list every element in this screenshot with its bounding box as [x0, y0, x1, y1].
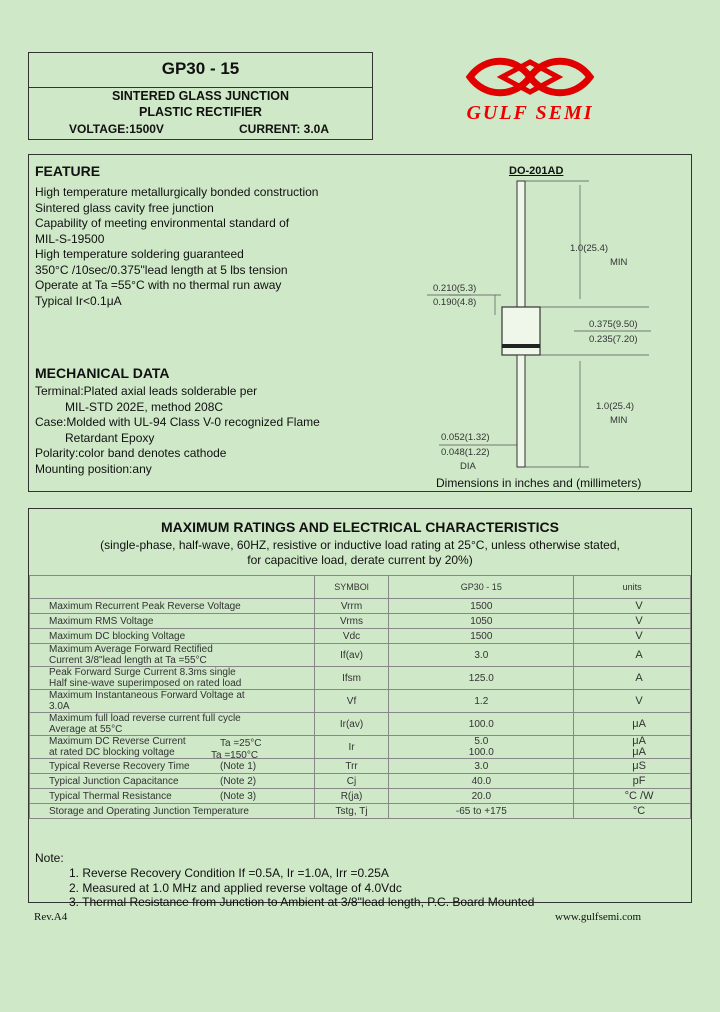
unit: V — [574, 690, 691, 713]
ratings-table — [29, 575, 691, 819]
note-ref: (Note 3) — [220, 790, 257, 802]
current-rating: CURRENT: 3.0A — [239, 122, 330, 136]
param-line-2: Current 3/8"lead length at Ta =55°C — [49, 655, 207, 666]
unit: V — [574, 614, 691, 629]
feature-line: MIL-S-19500 — [35, 231, 105, 246]
symbol: Vdc — [314, 629, 389, 644]
package-name: DO-201AD — [509, 165, 564, 177]
value: 3.0 — [389, 644, 574, 667]
lead-top-min: MIN — [610, 257, 628, 268]
param — [30, 736, 315, 759]
lead-top-length: 1.0(25.4) — [570, 243, 609, 254]
symbol: Vrms — [314, 614, 389, 629]
symbol: Ifsm — [314, 667, 389, 690]
unit: pF — [574, 774, 691, 789]
note-item: 3. Thermal Resistance from Junction to Ambient at 3/8"lead length, P.C. Board Mounted — [69, 895, 535, 909]
value-25c: 5.0 — [474, 736, 489, 747]
voltage-rating: VOLTAGE:1500V — [69, 122, 164, 136]
feature-title: FEATURE — [35, 163, 101, 179]
part-number: GP30 - 15 — [161, 59, 240, 78]
website-link[interactable]: www.gulfsemi.com — [555, 911, 642, 923]
symbol: Vf — [314, 690, 389, 713]
table-row — [30, 667, 691, 690]
param-line-1: Maximum Average Forward Rectified — [49, 644, 213, 655]
unit: A — [574, 644, 691, 667]
mechanical-line: Case:Molded with UL-94 Class V-0 recognized Flame — [35, 415, 320, 429]
feature-line: Typical Ir<0.1μA — [35, 293, 122, 308]
table-row — [30, 644, 691, 667]
value: 125.0 — [389, 667, 574, 690]
value: 100.0 — [389, 713, 574, 736]
table-row — [30, 759, 691, 774]
param-line-1: Maximum full load reverse current full cycle — [49, 713, 241, 724]
param-line-1: Maximum DC Reverse Current — [49, 736, 186, 747]
param — [30, 789, 315, 804]
note-item: 2. Measured at 1.0 MHz and applied reverse voltage of 4.0Vdc — [69, 881, 402, 895]
feature-line: Operate at Ta =55°C with no thermal run away — [35, 278, 282, 292]
logo-mark-icon — [440, 52, 620, 102]
condition-25c: Ta =25°C — [220, 738, 262, 749]
feature-box — [28, 154, 692, 492]
value-150c: 100.0 — [468, 747, 494, 758]
mechanical-title: MECHANICAL DATA — [35, 365, 170, 381]
mechanical-line: Mounting position:any — [35, 461, 152, 476]
table-row — [30, 713, 691, 736]
unit: V — [574, 629, 691, 644]
unit-150c: μA — [632, 746, 646, 758]
header-divider — [29, 87, 372, 88]
value: 3.0 — [389, 759, 574, 774]
unit: μA — [574, 713, 691, 736]
param-line-1: Peak Forward Surge Current 8.3ms single — [49, 667, 236, 678]
revision-label: Rev.A4 — [34, 911, 68, 923]
note-ref: (Note 2) — [220, 775, 257, 787]
value: 1500 — [389, 599, 574, 614]
value: -65 to +175 — [389, 804, 574, 819]
lead-bottom-min: MIN — [610, 415, 628, 426]
ratings-box — [28, 508, 692, 909]
table-row — [30, 629, 691, 644]
feature-line: High temperature soldering guaranteed — [35, 247, 244, 261]
param-text: Typical Reverse Recovery Time — [49, 760, 190, 772]
param: Storage and Operating Junction Temperature — [30, 804, 315, 819]
symbol: Trr — [314, 759, 389, 774]
mechanical-line: Terminal:Plated axial leads solderable per — [35, 384, 258, 398]
table-header-row — [30, 576, 691, 599]
ratings-conditions-2: for capacitive load, derate current by 20%) — [247, 553, 473, 567]
dimensions-caption: Dimensions in inches and (millimeters) — [436, 476, 642, 490]
param-text: Typical Junction Capacitance — [49, 775, 179, 787]
table-row — [30, 690, 691, 713]
value: 40.0 — [389, 774, 574, 789]
ratings-conditions-1: (single-phase, half-wave, 60HZ, resistive or inductive load rating at 25°C, unless otherwise stated, — [100, 538, 620, 552]
unit: °C — [574, 804, 691, 819]
symbol: If(av) — [314, 644, 389, 667]
table-row — [30, 804, 691, 819]
param-line-2: 3.0A — [49, 701, 70, 712]
description-line-1: SINTERED GLASS JUNCTION — [111, 89, 290, 103]
brand-name: GULF SEMI — [466, 102, 594, 124]
value: 1050 — [389, 614, 574, 629]
param — [30, 690, 315, 713]
param — [30, 759, 315, 774]
unit: A — [574, 667, 691, 690]
header-units: units — [574, 576, 691, 599]
mechanical-line: Retardant Epoxy — [65, 430, 155, 445]
body-width-max: 0.210(5.3) — [433, 283, 477, 294]
lead-diameter-max: 0.052(1.32) — [441, 432, 490, 443]
feature-line: Capability of meeting environmental standard of — [35, 216, 290, 230]
param-line-1: Maximum Instantaneous Forward Voltage at — [49, 690, 245, 701]
param-line-2: Average at 55°C — [49, 724, 123, 735]
symbol: Ir(av) — [314, 713, 389, 736]
value — [389, 736, 574, 759]
param — [30, 774, 315, 789]
symbol: Ir — [314, 736, 389, 759]
param — [30, 713, 315, 736]
unit: V — [574, 599, 691, 614]
feature-line: High temperature metallurgically bonded construction — [35, 185, 319, 199]
lead-diameter-min: 0.048(1.22) — [441, 447, 490, 458]
description-line-2: PLASTIC RECTIFIER — [139, 105, 262, 119]
ratings-title: MAXIMUM RATINGS AND ELECTRICAL CHARACTERISTICS — [161, 519, 559, 535]
symbol: Tstg, Tj — [314, 804, 389, 819]
symbol: Vrrm — [314, 599, 389, 614]
lead-bottom-length: 1.0(25.4) — [596, 401, 635, 412]
unit-25c: μA — [632, 735, 646, 747]
value: 1.2 — [389, 690, 574, 713]
mechanical-line: MIL-STD 202E, method 208C — [65, 399, 224, 414]
body-length-min: 0.235(7.20) — [589, 334, 638, 345]
unit — [574, 736, 691, 759]
param: Maximum Recurrent Peak Reverse Voltage — [30, 599, 315, 614]
value: 1500 — [389, 629, 574, 644]
lead-diameter-label: DIA — [460, 461, 476, 472]
body-width-min: 0.190(4.8) — [433, 297, 477, 308]
mechanical-line: Polarity:color band denotes cathode — [35, 446, 227, 460]
header-value: GP30 - 15 — [389, 576, 574, 599]
unit: °C /W — [574, 789, 691, 804]
body-length-max: 0.375(9.50) — [589, 319, 638, 330]
table-row — [30, 789, 691, 804]
note-item: 1. Reverse Recovery Condition If =0.5A, Ir =1.0A, Irr =0.25A — [69, 866, 389, 880]
notes-title: Note: — [35, 851, 64, 865]
symbol: Cj — [314, 774, 389, 789]
param-line-2: Half sine-wave superimposed on rated load — [49, 678, 242, 689]
header-symbol: SYMBOl — [314, 576, 389, 599]
param: Maximum DC blocking Voltage — [30, 629, 315, 644]
condition-150c: Ta =150°C — [211, 750, 259, 761]
param: Maximum RMS Voltage — [30, 614, 315, 629]
table-row-reverse-current — [30, 736, 691, 759]
param — [30, 667, 315, 690]
company-logo — [440, 52, 620, 132]
header-parameter — [30, 576, 315, 599]
table-row — [30, 599, 691, 614]
table-row — [30, 774, 691, 789]
feature-line: 350°C /10sec/0.375"lead length at 5 lbs tension — [35, 262, 288, 277]
header-box — [28, 52, 373, 140]
symbol: R(ja) — [314, 789, 389, 804]
value: 20.0 — [389, 789, 574, 804]
param-line-2: at rated DC blocking voltage — [49, 747, 175, 758]
unit: μS — [574, 759, 691, 774]
table-row — [30, 614, 691, 629]
note-ref: (Note 1) — [220, 760, 257, 772]
param — [30, 644, 315, 667]
feature-line: Sintered glass cavity free junction — [35, 200, 214, 215]
param-text: Typical Thermal Resistance — [49, 790, 172, 802]
